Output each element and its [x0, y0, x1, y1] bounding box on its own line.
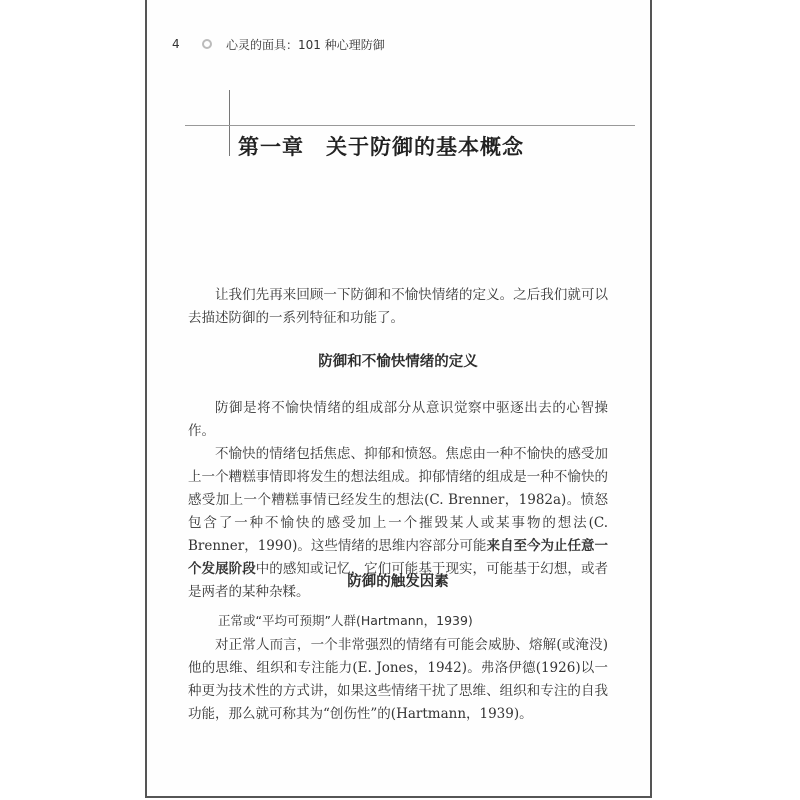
section2-body	[188, 634, 608, 726]
subheading-normal-population: 正常或“平均可预期”人群(Hartmann，1939)	[218, 613, 473, 628]
chapter-name: 关于防御的基本概念	[326, 134, 524, 159]
chapter-title	[238, 131, 524, 161]
circle-bullet-icon	[202, 39, 212, 49]
decorative-vertical-rule	[229, 90, 230, 156]
trauma-paragraph: 对正常人而言，一个非常强烈的情绪有可能会威胁、熔解(或淹没)他的思维、组织和专注能力(E. Jones，1942)。弗洛伊德(1926)以一种更为技术性的方式讲，如果这些情绪干扰了思维、组织和专注的自我功能，那么就可称其为“创伤性”的(Hartmann，1939)。	[188, 637, 608, 722]
chapter-number: 第一章	[238, 134, 304, 159]
decorative-horizontal-rule	[185, 125, 635, 126]
book-title: 心灵的面具：101 种心理防御	[226, 37, 385, 52]
definition-paragraph: 防御是将不愉快情绪的组成部分从意识觉察中驱逐出去的心智操作。	[188, 400, 608, 439]
intro-paragraph-block	[188, 284, 608, 330]
page-number: 4	[172, 37, 180, 51]
emotions-text-2: 中的感知或记忆，它们可能基于现实，可能基于幻想，或者是两者的某种杂糅。	[188, 561, 608, 600]
emotions-text-1: 不愉快的情绪包括焦虑、抑郁和愤怒。焦虑由一种不愉快的感受加上一个糟糕事情即将发生的想法组成。抑郁情绪的组成是一种不愉快的感受加上一个糟糕事情已经发生的想法(C. Brenner，1982a)。愤怒包含了一种不愉快的感受加上一个摧毁某人或某事物的想法(C. Brenner，1990)。这些情绪的思维内容部分可能	[188, 446, 608, 554]
section-heading-triggers: 防御的触发因素	[347, 574, 449, 590]
intro-paragraph: 让我们先再来回顾一下防御和不愉快情绪的定义。之后我们就可以去描述防御的一系列特征和功能了。	[188, 287, 608, 326]
emotions-text-bold: 来自至今为止任意一个发展阶段	[188, 538, 608, 577]
section-heading-definitions: 防御和不愉快情绪的定义	[318, 354, 478, 370]
running-header	[172, 36, 385, 52]
